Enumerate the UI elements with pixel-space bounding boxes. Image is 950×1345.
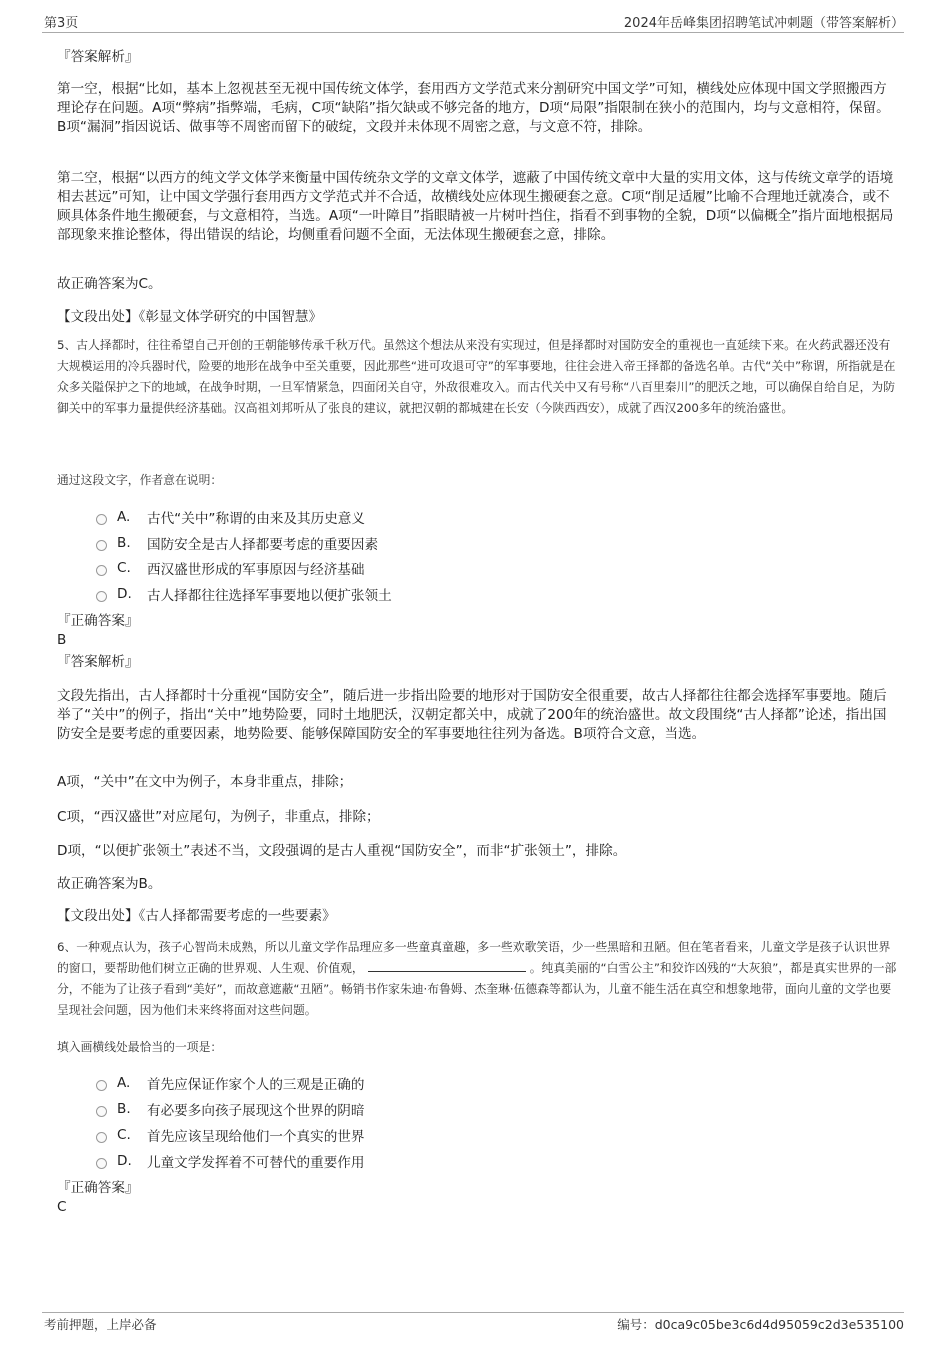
option-letter: B.: [117, 535, 131, 551]
option-text: 国防安全是古人择都要考虑的重要因素: [147, 537, 379, 553]
question-prompt: 填入画横线处最恰当的一项是：: [57, 1040, 223, 1054]
source: 【文段出处】《古人择都需要考虑的一些要素》: [57, 908, 336, 924]
question-prompt: 通过这段文字，作者意在说明：: [57, 473, 223, 487]
radio-icon[interactable]: [96, 514, 107, 525]
option-text: 西汉盛世形成的军事原因与经济基础: [147, 562, 365, 578]
option-text: 有必要多向孩子展现这个世界的阴暗: [147, 1103, 365, 1119]
id-label: 编号：: [617, 1317, 655, 1332]
option-a[interactable]: [96, 507, 365, 527]
analysis-paragraph: 第二空，根据“以西方的纯文学文体学来衡量中国传统杂文学的文章文体学，遮蔽了中国传统文章中大量的实用文体，这与传统文章学的语境相去甚远”可知，让中国文学强行套用西方文学范式并不合适，故横线处应体现生搬硬套之意。C项“削足适履”比喻不合理地迁就凑合，或不顾具体条件地生搬硬套，与文意相符，当选。A项“一叶障目”指眼睛被一片树叶挡住，指看不到事物的全貌，D项“以偏概全”指片面地根据局部现象来推论整体，得出错误的结论，均侧重看问题不全面，无法体现生搬硬套之意，排除。: [57, 170, 894, 243]
answer-label: 『正确答案』: [57, 1180, 139, 1196]
analysis-paragraph: 第一空，根据“比如，基本上忽视甚至无视中国传统文体学，套用西方文学范式来分割研究中国文学”可知，横线处应体现中国文学照搬西方理论存在问题。A项“弊病”指弊端，毛病，C项“缺陷”指欠缺或不够完备的地方，D项“局限”指限制在狭小的范围内，均与文意相符，保留。B项“漏洞”指因说话、做事等不周密而留下的破绽，文段并未体现不周密之意，与文意不符，排除。: [57, 81, 890, 135]
option-c[interactable]: [96, 558, 365, 578]
footer-divider: [42, 1312, 904, 1313]
option-d[interactable]: [96, 584, 392, 604]
stem-text: 。纯真美丽的“白雪公主”和狡诈凶残的“大灰狼”，都是真实世界的一部分，不能为了让孩子看到“美好”，而故意遮蔽“丑陋”。畅销书作家朱迪·布鲁姆、杰奎琳·伍德森等都认为，儿童不能生活在真空和想象地带，面向儿童的文学也要呈现社会问题，因为他们未来终将面对这些问题。: [57, 961, 897, 1017]
option-text: 古代“关中”称谓的由来及其历史意义: [147, 511, 365, 527]
analysis-label: 『答案解析』: [57, 654, 139, 670]
document-id: [617, 1315, 904, 1333]
radio-icon[interactable]: [96, 565, 107, 576]
option-letter: A.: [117, 1075, 131, 1091]
stem-text: 6、一种观点认为，孩子心智尚未成熟，所以儿童文学作品理应多一些童真童趣，多一些欢歌笑语，少一些黑暗和丑陋。但在笔者看来，儿童文学是孩子认识世界的窗口，要帮助他们树立正确的世界观、人生观、价值观，: [57, 940, 891, 975]
option-letter: B.: [117, 1101, 131, 1117]
radio-icon[interactable]: [96, 591, 107, 602]
option-b[interactable]: [96, 1099, 365, 1119]
radio-icon[interactable]: [96, 1132, 107, 1143]
option-b[interactable]: [96, 533, 378, 553]
radio-icon[interactable]: [96, 1106, 107, 1117]
option-text: 首先应该呈现给他们一个真实的世界: [147, 1129, 365, 1145]
fill-blank: [368, 959, 526, 972]
radio-icon[interactable]: [96, 1080, 107, 1091]
analysis-note: A项，“关中”在文中为例子，本身非重点，排除；: [57, 774, 353, 790]
answer: B: [57, 632, 67, 648]
option-d[interactable]: [96, 1151, 365, 1171]
option-text: 首先应保证作家个人的三观是正确的: [147, 1077, 365, 1093]
radio-icon[interactable]: [96, 540, 107, 551]
conclusion: 故正确答案为C。: [57, 276, 162, 292]
question-stem: 5、古人择都时，往往希望自己开创的王朝能够传承千秋万代。虽然这个想法从来没有实现过，但是择都时对国防安全的重视也一直延续下来。在火药武器还没有大规模运用的冷兵器时代，险要的地形在战争中至关重要，因此那些“进可攻退可守”的军事要地，往往会进入帝王择都的备选名单。古代“关中”称谓，所指就是在众多关隘保护之下的地域，在战争时期，一旦军情紧急，四面闭关自守，外敌很难攻入。而古代关中又有号称“八百里秦川”的肥沃之地，可以确保自给自足，为防御关中的军事力量提供经济基础。汉高祖刘邦听从了张良的建议，就把汉朝的都城建在长安（今陕西西安），成就了西汉200多年的统治盛世。: [57, 338, 896, 415]
answer-label: 『正确答案』: [57, 613, 139, 629]
option-text: 古人择都往往选择军事要地以便扩张领土: [147, 588, 392, 604]
header-divider: [42, 32, 904, 33]
document-title: 2024年岳峰集团招聘笔试冲刺题（带答案解析）: [623, 16, 904, 31]
id-value: d0ca9c05be3c6d4d95059c2d3e535100: [654, 1317, 904, 1332]
option-letter: C.: [117, 560, 131, 576]
option-letter: D.: [117, 1153, 132, 1169]
source: 【文段出处】《彰显文体学研究的中国智慧》: [57, 309, 323, 325]
answer: C: [57, 1199, 67, 1215]
option-letter: A.: [117, 509, 131, 525]
option-text: 儿童文学发挥着不可替代的重要作用: [147, 1155, 365, 1171]
conclusion: 故正确答案为B。: [57, 876, 162, 892]
analysis-note: C项，“西汉盛世”对应尾句，为例子，非重点，排除；: [57, 809, 380, 825]
footer-slogan: 考前押题，上岸必备: [44, 1317, 157, 1332]
option-letter: D.: [117, 586, 132, 602]
analysis-label: 『答案解析』: [57, 49, 139, 65]
question-stem: [57, 937, 897, 1021]
page-number: 第3页: [44, 16, 79, 31]
analysis-note: D项，“以便扩张领土”表述不当，文段强调的是古人重视“国防安全”，而非“扩张领土”，排除。: [57, 843, 627, 859]
option-a[interactable]: [96, 1073, 365, 1093]
option-c[interactable]: [96, 1125, 365, 1145]
option-letter: C.: [117, 1127, 131, 1143]
analysis-paragraph: 文段先指出，古人择都时十分重视“国防安全”，随后进一步指出险要的地形对于国防安全很重要，故古人择都往往都会选择军事要地。随后举了“关中”的例子，指出“关中”地势险要，同时土地肥沃，汉朝定都关中，成就了200年的统治盛世。故文段围绕“古人择都”论述，指出国防安全是要考虑的重要因素，地势险要、能够保障国防安全的军事要地往往列为备选。B项符合文意，当选。: [57, 688, 887, 742]
radio-icon[interactable]: [96, 1158, 107, 1169]
